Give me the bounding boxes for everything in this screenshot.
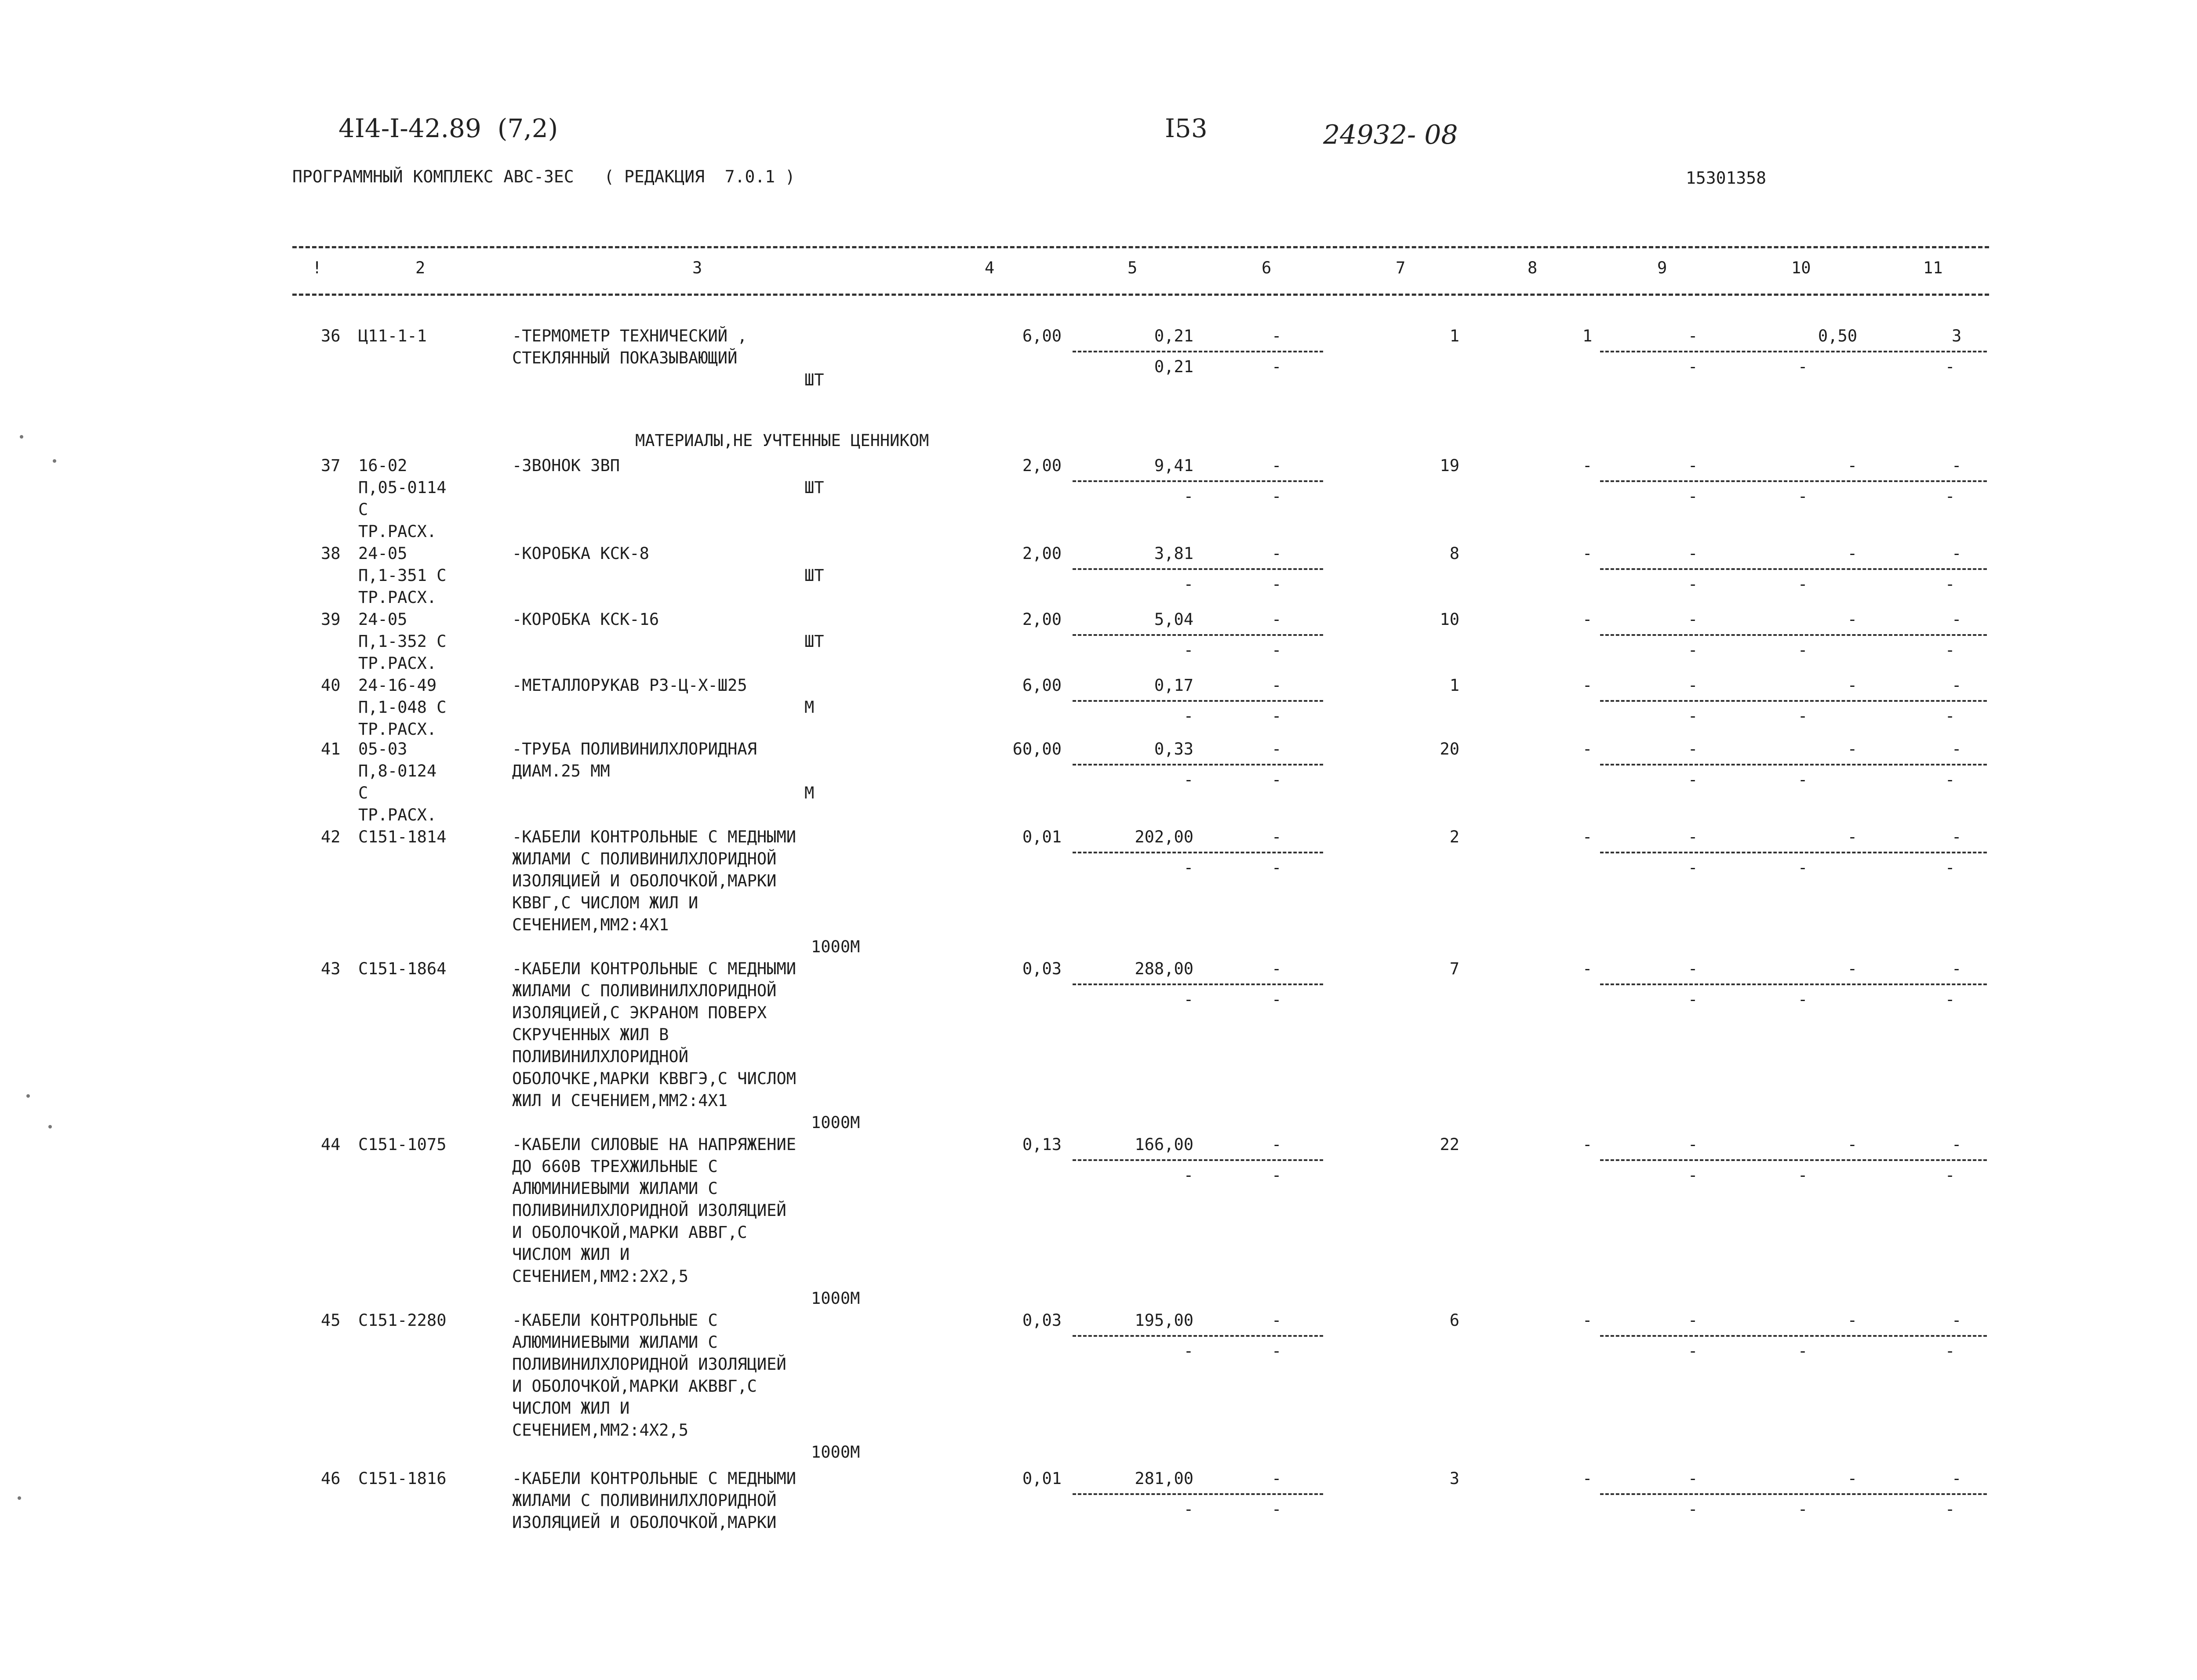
row-col6-secondary: -	[1272, 858, 1282, 877]
row-subtotal-rule-right	[1600, 764, 1987, 766]
row-col9-secondary: -	[1688, 357, 1698, 376]
row-col10: -	[1847, 1135, 1857, 1154]
row-name: -ТЕРМОМЕТР ТЕХНИЧЕСКИЙ ,	[512, 327, 747, 345]
row-col8: -	[1582, 1311, 1593, 1330]
document-code: 4I4-I-42.89 (7,2)	[338, 113, 558, 143]
row-price-secondary: -	[1183, 641, 1193, 660]
margin-dot	[18, 1496, 21, 1500]
row-col9-secondary: -	[1688, 1500, 1698, 1519]
row-price: 195,00	[1135, 1311, 1193, 1330]
row-quantity: 0,13	[1022, 1135, 1062, 1154]
row-subtotal-rule	[1073, 983, 1323, 985]
row-col9: -	[1688, 544, 1698, 563]
row-name: ЖИЛАМИ С ПОЛИВИНИЛХЛОРИДНОЙ	[512, 849, 777, 868]
row-col10-secondary: -	[1798, 990, 1808, 1009]
row-col10-secondary: -	[1798, 357, 1808, 376]
row-col6-secondary: -	[1272, 1342, 1282, 1361]
row-code: 05-03	[358, 740, 407, 758]
row-col11: 3	[1952, 327, 1962, 345]
row-name: ДИАМ.25 ММ	[512, 762, 610, 780]
row-col11: -	[1952, 959, 1962, 978]
row-subtotal-rule	[1073, 1335, 1323, 1337]
row-price: 0,33	[1154, 740, 1193, 758]
row-col11-secondary: -	[1945, 1166, 1955, 1185]
row-col10-secondary: -	[1798, 1500, 1808, 1519]
row-col11: -	[1952, 827, 1962, 846]
row-subtotal-rule-right	[1600, 852, 1987, 853]
row-price: 202,00	[1135, 827, 1193, 846]
row-price-secondary: -	[1183, 1166, 1193, 1185]
row-col9: -	[1688, 959, 1698, 978]
row-col9: -	[1688, 1135, 1698, 1154]
row-quantity: 6,00	[1022, 327, 1062, 345]
row-subtotal-rule-right	[1600, 1159, 1987, 1161]
row-col8: -	[1582, 544, 1593, 563]
row-name: АЛЮМИНИЕВЫМИ ЖИЛАМИ С	[512, 1179, 718, 1198]
row-number: 45	[321, 1311, 341, 1330]
row-col11-secondary: -	[1945, 1342, 1955, 1361]
col-5-header: 5	[1128, 258, 1138, 277]
row-unit: ШТ	[804, 370, 824, 389]
row-col9: -	[1688, 740, 1698, 758]
row-name: ЧИСЛОМ ЖИЛ И	[512, 1245, 630, 1264]
row-number: 46	[321, 1469, 341, 1488]
row-col10: -	[1847, 544, 1857, 563]
row-col6: -	[1272, 1311, 1282, 1330]
row-code: ТР.РАСХ.	[358, 522, 437, 541]
row-col11: -	[1952, 740, 1962, 758]
row-col7: 8	[1449, 544, 1459, 563]
row-col7: 1	[1449, 676, 1459, 695]
row-subtotal-rule	[1073, 1159, 1323, 1161]
row-name: ОБОЛОЧКЕ,МАРКИ КВВГЭ,С ЧИСЛОМ	[512, 1069, 797, 1088]
row-name: ЧИСЛОМ ЖИЛ И	[512, 1399, 630, 1418]
row-price: 0,21	[1154, 327, 1193, 345]
row-price: 3,81	[1154, 544, 1193, 563]
row-col11: -	[1952, 544, 1962, 563]
row-unit: ШТ	[804, 632, 824, 651]
row-code: П,1-048 С	[358, 698, 447, 717]
row-name: ЖИЛ И СЕЧЕНИЕМ,ММ2:4Х1	[512, 1091, 728, 1110]
col-8-header: 8	[1528, 258, 1538, 277]
row-col10: -	[1847, 676, 1857, 695]
row-col9: -	[1688, 610, 1698, 629]
row-price: 9,41	[1154, 456, 1193, 475]
row-col7: 6	[1449, 1311, 1459, 1330]
row-col8: -	[1582, 1135, 1593, 1154]
row-col10-secondary: -	[1798, 1342, 1808, 1361]
row-subtotal-rule-right	[1600, 983, 1987, 985]
row-subtotal-rule	[1073, 351, 1323, 352]
margin-dot	[48, 1125, 52, 1128]
row-col6: -	[1272, 676, 1282, 695]
row-code: 16-02	[358, 456, 407, 475]
row-name: -КОРОБКА КСК-8	[512, 544, 649, 563]
col-1-header: !	[312, 258, 322, 277]
row-number: 36	[321, 327, 341, 345]
row-col6: -	[1272, 1469, 1282, 1488]
row-unit: М	[804, 698, 815, 717]
row-number: 40	[321, 676, 341, 695]
row-price-secondary: -	[1183, 575, 1193, 594]
row-col7: 1	[1449, 327, 1459, 345]
row-col6-secondary: -	[1272, 770, 1282, 789]
row-col11: -	[1952, 1311, 1962, 1330]
row-code: ТР.РАСХ.	[358, 720, 437, 739]
row-price-secondary: -	[1183, 487, 1193, 506]
row-code: П,8-0124	[358, 762, 437, 780]
row-col7: 10	[1440, 610, 1459, 629]
row-code: 24-05	[358, 610, 407, 629]
row-col6-secondary: -	[1272, 641, 1282, 660]
row-col10: -	[1847, 610, 1857, 629]
col-4-header: 4	[985, 258, 995, 277]
row-code: Ц11-1-1	[358, 327, 427, 345]
row-col6-secondary: -	[1272, 1166, 1282, 1185]
row-col6-secondary: -	[1272, 990, 1282, 1009]
row-subtotal-rule	[1073, 480, 1323, 482]
row-col9: -	[1688, 456, 1698, 475]
row-col10-secondary: -	[1798, 770, 1808, 789]
row-subtotal-rule	[1073, 1493, 1323, 1495]
row-name: -КАБЕЛИ КОНТРОЛЬНЫЕ С МЕДНЫМИ	[512, 1469, 797, 1488]
row-col6: -	[1272, 827, 1282, 846]
row-code: С151-2280	[358, 1311, 447, 1330]
row-col9-secondary: -	[1688, 575, 1698, 594]
section-title: МАТЕРИАЛЫ,НЕ УЧТЕННЫЕ ЦЕННИКОМ	[635, 431, 929, 450]
row-col11-secondary: -	[1945, 990, 1955, 1009]
row-subtotal-rule-right	[1600, 568, 1987, 570]
row-col7: 3	[1449, 1469, 1459, 1488]
row-subtotal-rule	[1073, 764, 1323, 766]
row-code: П,05-0114	[358, 478, 447, 497]
row-col11-secondary: -	[1945, 641, 1955, 660]
row-name: ИЗОЛЯЦИЕЙ И ОБОЛОЧКОЙ,МАРКИ	[512, 871, 777, 890]
row-col10: -	[1847, 1469, 1857, 1488]
row-code: С151-1814	[358, 827, 447, 846]
margin-dot	[53, 459, 56, 463]
row-price-secondary: -	[1183, 707, 1193, 726]
row-name: И ОБОЛОЧКОЙ,МАРКИ АКВВГ,С	[512, 1377, 757, 1396]
row-name: -КАБЕЛИ СИЛОВЫЕ НА НАПРЯЖЕНИЕ	[512, 1135, 797, 1154]
row-subtotal-rule-right	[1600, 351, 1987, 352]
row-subtotal-rule	[1073, 634, 1323, 636]
row-code: ТР.РАСХ.	[358, 588, 437, 607]
row-col6: -	[1272, 610, 1282, 629]
row-name: ИЗОЛЯЦИЕЙ,С ЭКРАНОМ ПОВЕРХ	[512, 1003, 767, 1022]
margin-dot	[26, 1094, 30, 1098]
row-col7: 19	[1440, 456, 1459, 475]
handwritten-id: 24932- 08	[1323, 120, 1458, 150]
row-name: И ОБОЛОЧКОЙ,МАРКИ АВВГ,С	[512, 1223, 747, 1242]
row-name: ИЗОЛЯЦИЕЙ И ОБОЛОЧКОЙ,МАРКИ	[512, 1513, 777, 1532]
row-col8: -	[1582, 456, 1593, 475]
row-unit: ШТ	[804, 478, 824, 497]
row-col6: -	[1272, 959, 1282, 978]
row-name: -КОРОБКА КСК-16	[512, 610, 659, 629]
row-code: С151-1075	[358, 1135, 447, 1154]
row-number: 37	[321, 456, 341, 475]
row-code: 24-16-49	[358, 676, 437, 695]
row-name: СЕЧЕНИЕМ,ММ2:2Х2,5	[512, 1267, 688, 1286]
row-quantity: 2,00	[1022, 544, 1062, 563]
col-9-header: 9	[1657, 258, 1667, 277]
row-col11-secondary: -	[1945, 357, 1955, 376]
row-col10-secondary: -	[1798, 575, 1808, 594]
row-name: ПОЛИВИНИЛХЛОРИДНОЙ ИЗОЛЯЦИЕЙ	[512, 1355, 786, 1374]
row-col11-secondary: -	[1945, 1500, 1955, 1519]
row-subtotal-rule-right	[1600, 480, 1987, 482]
right-code: 15301358	[1686, 168, 1767, 188]
row-number: 39	[321, 610, 341, 629]
col-7-header: 7	[1396, 258, 1406, 277]
row-col10: 0,50	[1818, 327, 1857, 345]
row-name: -ТРУБА ПОЛИВИНИЛХЛОРИДНАЯ	[512, 740, 757, 758]
row-col9: -	[1688, 327, 1698, 345]
row-quantity: 0,03	[1022, 1311, 1062, 1330]
row-col10-secondary: -	[1798, 641, 1808, 660]
row-unit: 1000М	[811, 1443, 860, 1462]
row-name: СЕЧЕНИЕМ,ММ2:4Х1	[512, 915, 669, 934]
row-col6-secondary: -	[1272, 357, 1282, 376]
row-number: 41	[321, 740, 341, 758]
row-name: -КАБЕЛИ КОНТРОЛЬНЫЕ С МЕДНЫМИ	[512, 827, 797, 846]
row-quantity: 6,00	[1022, 676, 1062, 695]
row-price: 5,04	[1154, 610, 1193, 629]
row-col10: -	[1847, 827, 1857, 846]
row-col8: -	[1582, 740, 1593, 758]
row-col8: -	[1582, 1469, 1593, 1488]
row-col9-secondary: -	[1688, 641, 1698, 660]
row-col10: -	[1847, 1311, 1857, 1330]
row-col9: -	[1688, 1311, 1698, 1330]
row-price-secondary: -	[1183, 1500, 1193, 1519]
row-col6: -	[1272, 544, 1282, 563]
row-unit: ШТ	[804, 566, 824, 585]
row-name: СКРУЧЕННЫХ ЖИЛ В	[512, 1025, 669, 1044]
row-col10-secondary: -	[1798, 858, 1808, 877]
row-price: 288,00	[1135, 959, 1193, 978]
row-unit: М	[804, 784, 815, 802]
row-name: -КАБЕЛИ КОНТРОЛЬНЫЕ С	[512, 1311, 718, 1330]
row-col6: -	[1272, 1135, 1282, 1154]
row-subtotal-rule	[1073, 700, 1323, 702]
row-col9-secondary: -	[1688, 707, 1698, 726]
col-11-header: 11	[1923, 258, 1943, 277]
row-code: С	[358, 784, 368, 802]
row-code: П,1-351 С	[358, 566, 447, 585]
row-col11-secondary: -	[1945, 707, 1955, 726]
row-quantity: 0,03	[1022, 959, 1062, 978]
row-subtotal-rule	[1073, 568, 1323, 570]
row-name: -КАБЕЛИ КОНТРОЛЬНЫЕ С МЕДНЫМИ	[512, 959, 797, 978]
row-col9-secondary: -	[1688, 487, 1698, 506]
row-number: 42	[321, 827, 341, 846]
row-col11-secondary: -	[1945, 770, 1955, 789]
row-col6: -	[1272, 327, 1282, 345]
row-col11: -	[1952, 1135, 1962, 1154]
row-quantity: 0,01	[1022, 827, 1062, 846]
row-name: СТЕКЛЯННЫЙ ПОКАЗЫВАЮЩИЙ	[512, 348, 738, 367]
row-code: С	[358, 500, 368, 519]
row-unit: 1000М	[811, 1113, 860, 1132]
row-col10-secondary: -	[1798, 487, 1808, 506]
row-name: АЛЮМИНИЕВЫМИ ЖИЛАМИ С	[512, 1333, 718, 1352]
row-col6: -	[1272, 456, 1282, 475]
row-quantity: 60,00	[1012, 740, 1062, 758]
page-number: I53	[1165, 113, 1208, 143]
row-col8: -	[1582, 676, 1593, 695]
row-col8: -	[1582, 959, 1593, 978]
row-col9-secondary: -	[1688, 1166, 1698, 1185]
row-quantity: 2,00	[1022, 456, 1062, 475]
row-name: КВВГ,С ЧИСЛОМ ЖИЛ И	[512, 893, 698, 912]
row-price: 0,17	[1154, 676, 1193, 695]
row-subtotal-rule-right	[1600, 634, 1987, 636]
row-col8: -	[1582, 827, 1593, 846]
row-col11-secondary: -	[1945, 575, 1955, 594]
row-col11-secondary: -	[1945, 487, 1955, 506]
row-col7: 22	[1440, 1135, 1459, 1154]
row-quantity: 0,01	[1022, 1469, 1062, 1488]
row-col9: -	[1688, 676, 1698, 695]
row-col11-secondary: -	[1945, 858, 1955, 877]
row-col6-secondary: -	[1272, 487, 1282, 506]
row-code: П,1-352 С	[358, 632, 447, 651]
row-name: ПОЛИВИНИЛХЛОРИДНОЙ	[512, 1047, 688, 1066]
row-name: -МЕТАЛЛОРУКАВ Р3-Ц-Х-Ш25	[512, 676, 747, 695]
program-line: ПРОГРАММНЫЙ КОМПЛЕКС АВС-3ЕС ( РЕДАКЦИЯ 7.0.1 )	[292, 167, 795, 186]
header-rule-bottom	[292, 294, 1989, 296]
row-col6: -	[1272, 740, 1282, 758]
row-code: ТР.РАСХ.	[358, 806, 437, 824]
col-10-header: 10	[1791, 258, 1811, 277]
row-col9-secondary: -	[1688, 990, 1698, 1009]
row-col7: 2	[1449, 827, 1459, 846]
row-col6-secondary: -	[1272, 575, 1282, 594]
row-col7: 7	[1449, 959, 1459, 978]
row-col9-secondary: -	[1688, 858, 1698, 877]
row-col9-secondary: -	[1688, 1342, 1698, 1361]
row-quantity: 2,00	[1022, 610, 1062, 629]
row-col11: -	[1952, 1469, 1962, 1488]
row-code: С151-1864	[358, 959, 447, 978]
row-number: 38	[321, 544, 341, 563]
row-subtotal-rule-right	[1600, 1335, 1987, 1337]
col-6-header: 6	[1262, 258, 1272, 277]
row-col11: -	[1952, 676, 1962, 695]
row-col11: -	[1952, 456, 1962, 475]
row-name: ЖИЛАМИ С ПОЛИВИНИЛХЛОРИДНОЙ	[512, 1491, 777, 1510]
row-col9-secondary: -	[1688, 770, 1698, 789]
row-price-secondary: -	[1183, 770, 1193, 789]
row-col11: -	[1952, 610, 1962, 629]
row-col6-secondary: -	[1272, 707, 1282, 726]
row-price-secondary: -	[1183, 990, 1193, 1009]
row-col10: -	[1847, 740, 1857, 758]
row-number: 44	[321, 1135, 341, 1154]
row-col9: -	[1688, 827, 1698, 846]
row-col9: -	[1688, 1469, 1698, 1488]
row-unit: 1000М	[811, 1289, 860, 1308]
row-price: 166,00	[1135, 1135, 1193, 1154]
col-2-header: 2	[415, 258, 426, 277]
row-col8: -	[1582, 610, 1593, 629]
row-code: 24-05	[358, 544, 407, 563]
row-name: ЖИЛАМИ С ПОЛИВИНИЛХЛОРИДНОЙ	[512, 981, 777, 1000]
row-name: СЕЧЕНИЕМ,ММ2:4Х2,5	[512, 1421, 688, 1440]
row-price-secondary: -	[1183, 858, 1193, 877]
row-subtotal-rule-right	[1600, 1493, 1987, 1495]
row-name: ДО 660В ТРЕХЖИЛЬНЫЕ С	[512, 1157, 718, 1176]
row-subtotal-rule-right	[1600, 700, 1987, 702]
row-subtotal-rule	[1073, 852, 1323, 853]
row-col8: 1	[1582, 327, 1593, 345]
col-3-header: 3	[692, 258, 702, 277]
row-col10-secondary: -	[1798, 1166, 1808, 1185]
row-number: 43	[321, 959, 341, 978]
row-price-secondary: 0,21	[1154, 357, 1193, 376]
row-name: ПОЛИВИНИЛХЛОРИДНОЙ ИЗОЛЯЦИЕЙ	[512, 1201, 786, 1220]
row-name: -ЗВОНОК ЗВП	[512, 456, 620, 475]
header-rule-top	[292, 246, 1989, 248]
row-price-secondary: -	[1183, 1342, 1193, 1361]
margin-dot	[20, 435, 23, 439]
row-col10-secondary: -	[1798, 707, 1808, 726]
row-col10: -	[1847, 456, 1857, 475]
row-col7: 20	[1440, 740, 1459, 758]
row-code: С151-1816	[358, 1469, 447, 1488]
row-code: ТР.РАСХ.	[358, 654, 437, 673]
row-unit: 1000М	[811, 937, 860, 956]
row-col10: -	[1847, 959, 1857, 978]
row-price: 281,00	[1135, 1469, 1193, 1488]
row-col6-secondary: -	[1272, 1500, 1282, 1519]
